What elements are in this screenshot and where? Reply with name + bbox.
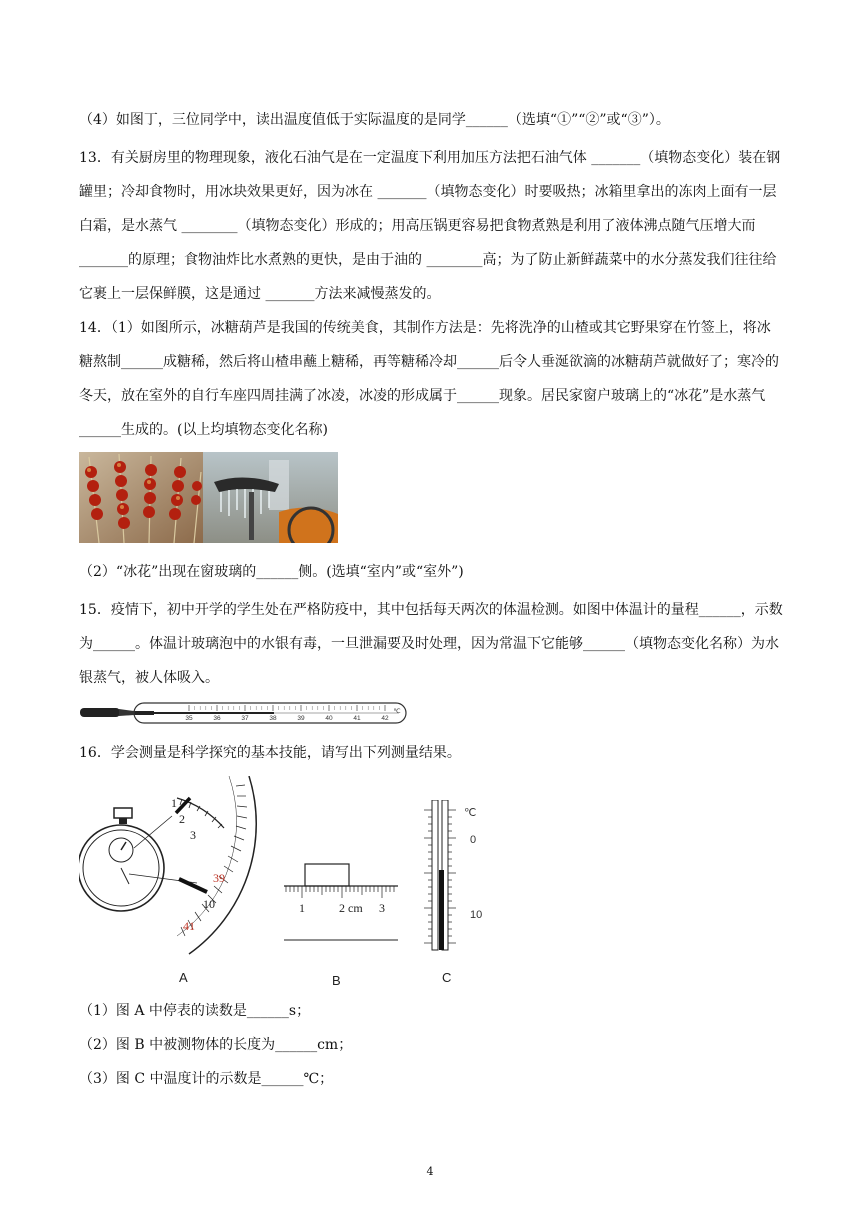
small-dial-label: 1 (171, 796, 177, 810)
thermo-label: 38 (269, 715, 277, 722)
stopwatch-figure (79, 776, 259, 988)
ruler-unit: cm (348, 901, 363, 915)
thermometer-figure (79, 700, 409, 726)
q14-photos (79, 452, 338, 543)
vertical-thermometer-figure (420, 800, 500, 990)
q12-part4: （4）如图丁，三位同学中，读出温度值低于实际温度的是同学______（选填“①”“②”或“③”）。 (79, 112, 670, 128)
big-dial-label: 39 (213, 871, 225, 885)
q14-part1: 14．（1）如图所示，冰糖葫芦是我国的传统美食，其制作方法是：先将洗净的山楂或其它野果穿在竹签上，将冰糖熬制______成糖稀，然后将山楂串蘸上糖稀，再等糖稀冷却______后令人垂涎欲滴的冰糖葫芦就做好了；寒冷的冬天，放在室外的自行车座四周挂满了冰凌，冰凌的形成属于______现象。居民家窗户玻璃上的“冰花”是水蒸气______生成的。(以上均填物态变化名称) (79, 320, 779, 438)
q16-intro: 16．学会测量是科学探究的基本技能，请写出下列测量结果。 (79, 745, 461, 761)
ruler-label: 1 (299, 901, 305, 915)
q16-sub1: （1）图 A 中停表的读数是______s； (79, 1003, 311, 1019)
page-number: 4 (426, 1165, 434, 1178)
fig-c-thermometer (420, 800, 500, 990)
big-dial-label: 41 (183, 919, 195, 933)
thermo-label: 40 (325, 715, 333, 722)
q14-part2: （2）“冰花”出现在窗玻璃的______侧。(选填“室内”或“室外”) (79, 564, 464, 580)
thermo-label: 37 (241, 715, 249, 722)
fig-c-caption: C (442, 970, 452, 985)
thermo-label: 42 (381, 715, 389, 722)
tanghulu-bicycle-photo (79, 452, 338, 543)
ruler-label: 3 (379, 901, 385, 915)
q13-text: 13．有关厨房里的物理现象，液化石油气是在一定温度下利用加压方法把石油气体 _______（填物态变化）装在钢罐里；冷却食物时，用冰块效果更好，因为冰在 _______（填物态变化）时要吸热；冰箱里拿出的冻肉上面有一层白霜，是水蒸气 ________（填物态变化）形成的；用高压锅更容易把食物煮熟是利用了液体沸点随气压增大而 _______的原理；食物油炸比水煮熟的更快，是由于油的 ________高；为了防止新鲜蔬菜中的水分蒸发我们往往给它裹上一层保鲜膜，这是通过 _______方法来减慢蒸发的。 (79, 150, 781, 302)
thermo-label: 36 (213, 715, 221, 722)
thermo-c-label: 10 (470, 909, 483, 921)
big-dial-label: 10 (203, 897, 215, 911)
thermo-c-unit: ℃ (464, 807, 477, 819)
ruler-label: 2 (339, 901, 345, 915)
clinical-thermometer (79, 700, 409, 726)
q16-sub2: （2）图 B 中被测物体的长度为______cm； (79, 1037, 353, 1053)
thermo-c-label: 0 (470, 834, 477, 846)
thermo-label: 39 (297, 715, 305, 722)
fig-b-ruler (280, 860, 405, 990)
ruler-figure (280, 860, 405, 990)
small-dial-label: 3 (190, 828, 196, 842)
q16-sub3: （3）图 C 中温度计的示数是______℃； (79, 1071, 334, 1087)
fig-b-caption: B (332, 973, 341, 988)
thermo-label: 41 (353, 715, 361, 722)
thermo-label: 35 (185, 715, 193, 722)
fig-a-caption: A (179, 970, 188, 985)
q15-text: 15．疫情下，初中开学的学生处在严格防疫中，其中包括每天两次的体温检测。如图中体温计的量程______，示数为______。体温计玻璃泡中的水银有毒，一旦泄漏要及时处理，因为常温下它能够______（填物态变化名称）为水银蒸气，被人体吸入。 (79, 602, 783, 686)
small-dial-label: 2 (179, 812, 185, 826)
fig-a-stopwatch (79, 776, 259, 988)
thermo-unit: ℃ (393, 708, 401, 715)
